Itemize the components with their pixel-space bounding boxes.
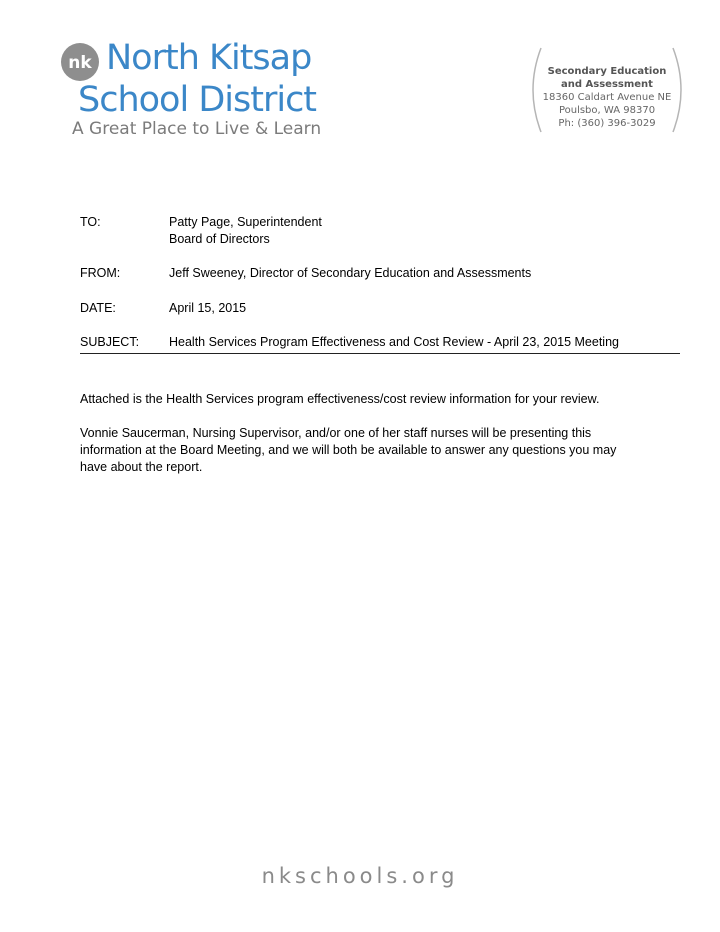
- district-logo: [60, 40, 360, 140]
- to-recipient-1: Patty Page, Superintendent: [169, 215, 322, 229]
- subject-value: Health Services Program Effectiveness and Cost Review - April 23, 2015 Meeting: [169, 335, 619, 349]
- body-paragraph-2: Vonnie Saucerman, Nursing Supervisor, and/or one of her staff nurses will be presenting this information at the Board Meeting, and we will both be available to answer any questions you may have about the report.: [80, 426, 617, 474]
- body-paragraph-1: Attached is the Health Services program effectiveness/cost review information for your review.: [80, 392, 600, 406]
- footer-website: nkschools.org: [261, 864, 459, 888]
- memo-subject-row: [80, 334, 680, 351]
- header-divider: [80, 353, 680, 354]
- district-name-line1: North Kitsap: [106, 38, 312, 78]
- district-name-line2: School District: [78, 80, 317, 120]
- address-block: [527, 45, 687, 135]
- phone-number: Ph: (360) 396-3029: [558, 118, 656, 129]
- department-line1: Secondary Education: [547, 66, 667, 77]
- logo-mark-text: nk: [68, 53, 92, 73]
- subject-label: SUBJECT:: [80, 335, 140, 349]
- from-value: Jeff Sweeney, Director of Secondary Education and Assessments: [169, 266, 532, 280]
- memo-body: [80, 391, 640, 493]
- to-recipient-2: Board of Directors: [169, 232, 270, 246]
- street-address: 18360 Caldart Avenue NE: [542, 92, 672, 103]
- nk-logo-icon: [60, 42, 100, 82]
- to-label: TO:: [80, 215, 101, 229]
- memo-to-row: [80, 214, 680, 248]
- memo-from-row: [80, 265, 680, 282]
- memo-header: [80, 214, 680, 351]
- city-state-zip: Poulsbo, WA 98370: [558, 105, 656, 116]
- district-tagline: A Great Place to Live & Learn: [72, 119, 322, 139]
- date-label: DATE:: [80, 301, 116, 315]
- from-label: FROM:: [80, 266, 121, 280]
- date-value: April 15, 2015: [169, 301, 247, 315]
- department-line2: and Assessment: [561, 79, 653, 90]
- memo-date-row: [80, 300, 680, 317]
